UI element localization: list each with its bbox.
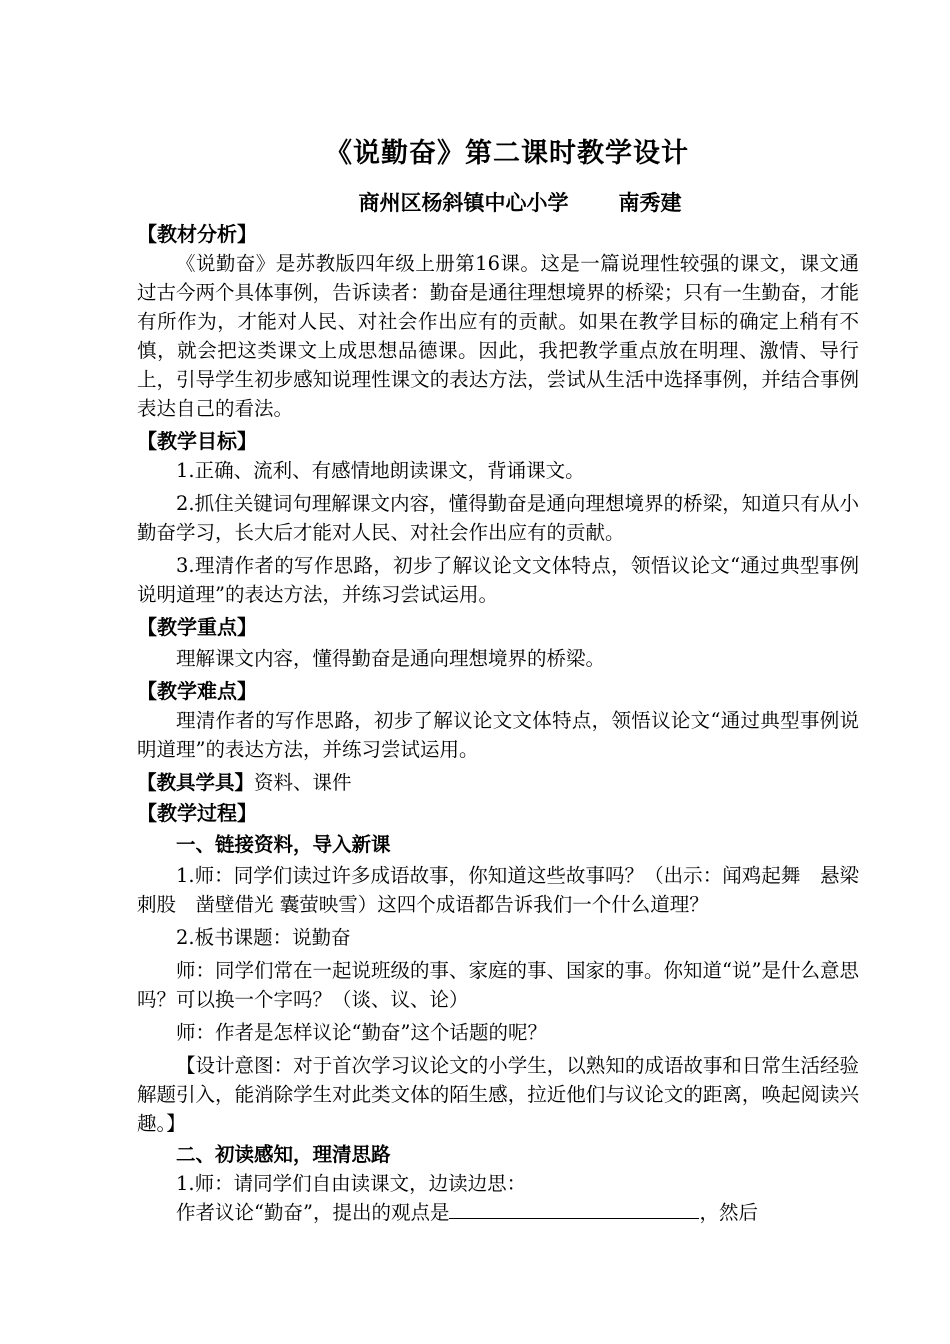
step2-item-1: 1.师：请同学们自由读课文，边读边思： bbox=[176, 1172, 527, 1195]
difficulty-heading: 【教学难点】 bbox=[137, 679, 257, 703]
author-line bbox=[137, 188, 859, 218]
step1-item-2: 2.板书课题：说勤奋 bbox=[176, 926, 351, 949]
difficulty-text: 理清作者的写作思路，初步了解议论文文体特点，领悟议论文“通过典型事例说明道理”的表达方法，并练习尝试运用。 bbox=[137, 709, 859, 761]
tools-text: 资料、课件 bbox=[254, 771, 352, 794]
document-title: 《说勤奋》第二课时教学设计 bbox=[325, 138, 689, 169]
author-name: 南秀建 bbox=[618, 190, 682, 215]
step2-title: 二、初读感知，理清思路 bbox=[176, 1143, 391, 1166]
key-text: 理解课文内容，懂得勤奋是通向理想境界的桥梁。 bbox=[176, 647, 606, 670]
design-intent: 【设计意图：对于首次学习议论文的小学生，以熟知的成语故事和日常生活经验解题引入，能消除学生对此类文体的陌生感，拉近他们与议论文的距离，唤起阅读兴趣。】 bbox=[137, 1054, 859, 1135]
step1-item-3: 师：同学们常在一起说班级的事、家庭的事、国家的事。你知道“说”是什么意思吗？可以换一个字吗？（谈、议、论） bbox=[137, 959, 859, 1011]
document-body bbox=[137, 136, 859, 1227]
key-heading: 【教学重点】 bbox=[137, 615, 257, 639]
analysis-text: 《说勤奋》是苏教版四年级上册第16课。这是一篇说理性较强的课文，课文通过古今两个具体事例，告诉读者：勤奋是通往理想境界的桥梁；只有一生勤奋，才能有所作为，才能对人民、对社会作出应有的贡献。如果在教学目标的确定上稍有不慎，就会把这类课文上成思想品德课。因此，我把教学重点放在明理、激情、导行上，引导学生初步感知说理性课文的表达方法，尝试从生活中选择事例，并结合事例表达自己的看法。 bbox=[137, 252, 859, 420]
goal-item-2: 2.抓住关键词句理解课文内容，懂得勤奋是通向理想境界的桥梁，知道只有从小勤奋学习，长大后才能对人民、对社会作出应有的贡献。 bbox=[137, 492, 859, 544]
step1-item-1: 1.师：同学们读过许多成语故事，你知道这些故事吗？（出示：闻鸡起舞 悬梁刺股 凿壁借光 囊萤映雪）这四个成语都告诉我们一个什么道理？ bbox=[137, 864, 859, 916]
step1-item-4: 师：作者是怎样议论“勤奋”这个话题的呢？ bbox=[176, 1021, 547, 1044]
tools-line bbox=[137, 768, 859, 797]
step1-title: 一、链接资料，导入新课 bbox=[176, 833, 391, 856]
tools-heading: 【教具学具】 bbox=[137, 771, 255, 794]
step2-question-line bbox=[137, 1198, 859, 1227]
goals-heading: 【教学目标】 bbox=[137, 429, 257, 453]
step2-line-before: 作者议论“勤奋”，提出的观点是 bbox=[176, 1201, 450, 1224]
fill-in-blank bbox=[449, 1200, 699, 1219]
author-school: 商州区杨斜镇中心小学 bbox=[358, 190, 569, 215]
analysis-heading: 【教材分析】 bbox=[137, 222, 257, 246]
goal-item-3: 3.理清作者的写作思路，初步了解议论文文体特点，领悟议论文“通过典型事例说明道理”的表达方法，并练习尝试运用。 bbox=[137, 554, 859, 606]
process-heading: 【教学过程】 bbox=[137, 801, 257, 825]
goal-item-1: 1.正确、流利、有感情地朗读课文，背诵课文。 bbox=[176, 459, 585, 482]
step2-line-after: ，然后 bbox=[699, 1201, 758, 1224]
